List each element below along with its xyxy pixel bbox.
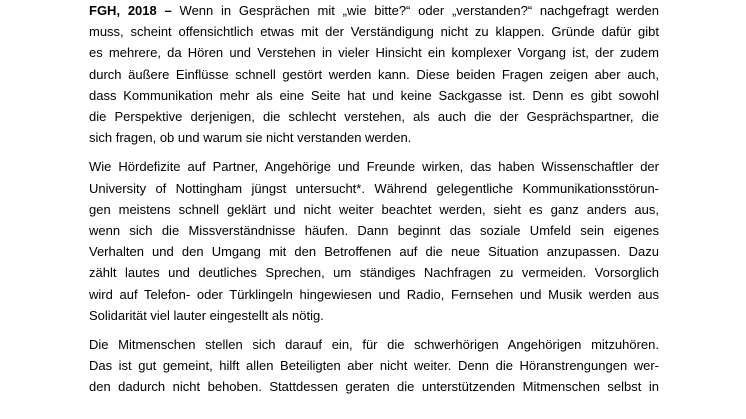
paragraph-line: Verhalten und den Umgang mit den Betroffenen auf die neue Situation anzupassen. Dazu xyxy=(89,244,659,260)
paragraph-line: sich fragen, ob und warum sie nicht verstanden werden. xyxy=(89,130,412,146)
paragraph-line: Wie Hördefizite auf Partner, Angehörige und Freunde wirken, das haben Wissenschaftler der xyxy=(89,159,659,175)
paragraph-line: Die Mitmenschen stellen sich darauf ein, für die schwerhörigen Angehörigen mitzuhören. xyxy=(89,337,659,353)
paragraph-line: gen meistens schnell geklärt und nicht weiter beachtet werden, sieht es ganz anders aus, xyxy=(89,201,659,217)
paragraph-line: University of Nottingham jüngst untersucht*. Während gelegentliche Kommunikationsstörun- xyxy=(89,180,659,196)
paragraph-1 xyxy=(89,0,659,148)
document-body xyxy=(89,0,659,406)
paragraph-line: Solidarität viel lauter eingestellt als nötig. xyxy=(89,307,324,323)
dateline: FGH, 2018 – xyxy=(89,3,172,18)
paragraph-line: die Perspektive derjenigen, die schlecht verstehen, als auch die der Gesprächspartner, die xyxy=(89,109,659,125)
paragraph-2 xyxy=(89,156,659,326)
paragraph-line: den dadurch nicht behoben. Stattdessen geraten die unterstützenden Mitmenschen selbst in xyxy=(89,379,659,395)
paragraph-line: wird auf Telefon- oder Türklingeln hingewiesen und Radio, Fernsehen und Musik werden aus xyxy=(89,286,659,302)
paragraph-line: Das ist gut gemeint, hilft allen Beteiligten aber nicht weiter. Denn die Höranstrengungen wer- xyxy=(89,358,659,374)
paragraph-line: zählt lautes und deutliches Sprechen, um ständiges Nachfragen zu vermeiden. Vorsorglich xyxy=(89,265,659,281)
paragraph-line: wenn sich die Missverständnisse häufen. Dann beginnt das soziale Umfeld sein eigenes xyxy=(89,223,659,239)
paragraph-line: dass Kommunikation mehr als eine Seite hat und keine Sackgasse ist. Denn es gibt sowohl xyxy=(89,87,659,103)
line-text: Wenn in Gesprächen mit „wie bitte?“ oder „verstanden?“ nachgefragt werden xyxy=(171,3,659,18)
paragraph-line: es mehrere, da Hören und Verstehen in vieler Hinsicht ein komplexer Vorgang ist, der zudem xyxy=(89,45,659,61)
paragraph-3 xyxy=(89,334,659,398)
paragraph-line: durch äußere Einflüsse schnell gestört werden kann. Diese beiden Fragen zeigen aber auch, xyxy=(89,66,659,82)
paragraph-line xyxy=(89,0,659,21)
paragraph-line: muss, scheint offensichtlich etwas mit der Verständigung nicht zu klappen. Gründe dafür gibt xyxy=(89,24,659,40)
